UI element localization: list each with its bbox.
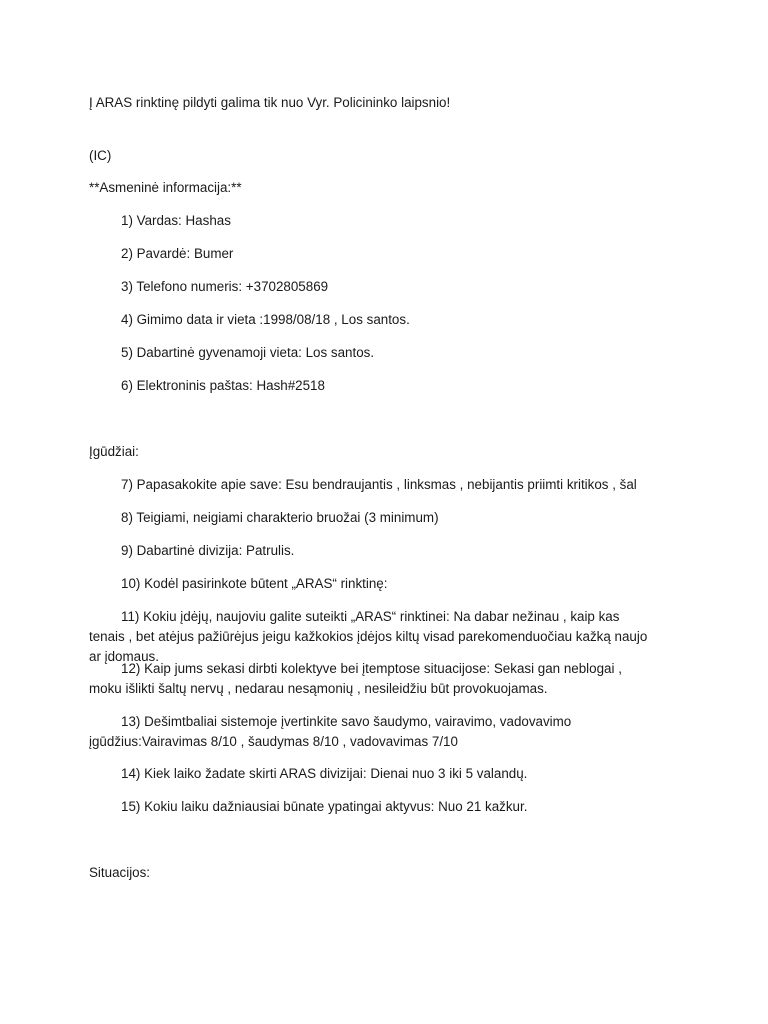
skills-item-14: 14) Kiek laiko žadate skirti ARAS divizijai: Dienai nuo 3 iki 5 valandų. (121, 766, 528, 781)
skills-item-9: 9) Dabartinė divizija: Patrulis. (121, 543, 295, 558)
notice-text: Į ARAS rinktinę pildyti galima tik nuo Vyr. Policininko laipsnio! (89, 95, 451, 110)
personal-info-header: **Asmeninė informacija:** (89, 180, 242, 195)
skills-item-15: 15) Kokiu laiku dažniausiai būnate ypatingai aktyvus: Nuo 21 kažkur. (121, 799, 528, 814)
ic-label: (IC) (89, 148, 112, 163)
personal-item-1: 1) Vardas: Hashas (121, 213, 231, 228)
skills-item-11: 11) Kokiu įdėjų, naujoviu galite suteikti „ARAS“ rinktinei: Na dabar nežinau , kaip kas tenais , bet atėjus pažiūrėjus jeigu kažkokios įdėjos kiltų visad parekomenduočiau kažką naujo ar įdomaus. (89, 609, 648, 664)
personal-item-2: 2) Pavardė: Bumer (121, 246, 234, 261)
skills-item-10: 10) Kodėl pasirinkote būtent „ARAS“ rinktinę: (121, 576, 388, 591)
situations-header: Situacijos: (89, 865, 151, 880)
skills-item-13: 13) Dešimtbaliai sistemoje įvertinkite savo šaudymo, vairavimo, vadovavimo įgūdžius:Vairavimas 8/10 , šaudymas 8/10 , vadovavimas 7/10 (89, 714, 572, 749)
personal-item-5: 5) Dabartinė gyvenamoji vieta: Los santos. (121, 345, 375, 360)
personal-item-3: 3) Telefono numeris: +3702805869 (121, 279, 329, 294)
skills-item-7: 7) Papasakokite apie save: Esu bendraujantis , linksmas , nebijantis priimti kritikos , šal (121, 477, 637, 492)
skills-item-8: 8) Teigiami, neigiami charakterio bruožai (3 minimum) (121, 510, 439, 525)
skills-header: Įgūdžiai: (89, 444, 139, 459)
personal-item-6: 6) Elektroninis paštas: Hash#2518 (121, 378, 325, 393)
skills-item-12: 12) Kaip jums sekasi dirbti kolektyve bei įtemptose situacijose: Sekasi gan neblogai , moku išlikti šaltų nervų , nedarau nesąmonių , nesileidžiu būt provokuojamas. (89, 661, 622, 696)
personal-item-4: 4) Gimimo data ir vieta :1998/08/18 , Los santos. (121, 312, 410, 327)
